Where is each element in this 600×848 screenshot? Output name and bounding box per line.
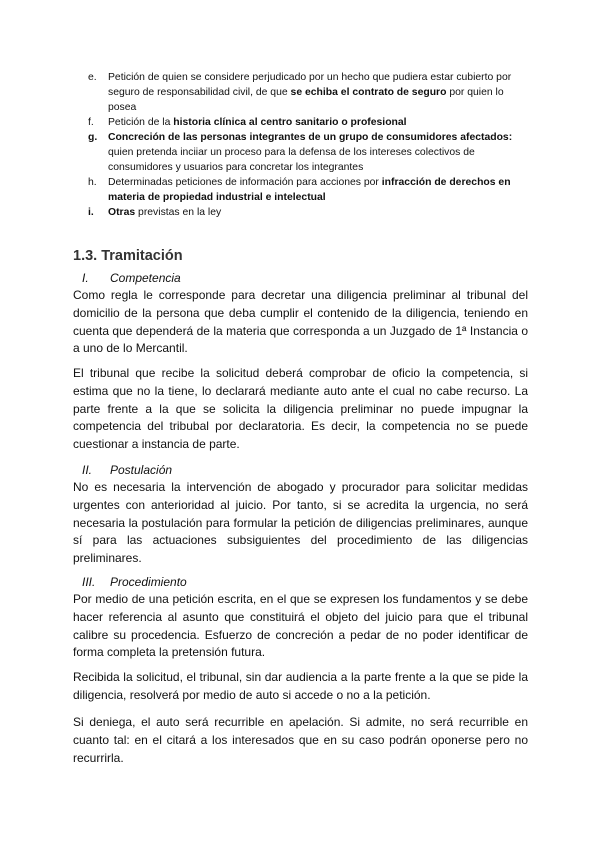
list-item-text: por quien lo posea [108,87,504,113]
list-marker: e. [88,72,97,83]
list-item-text: Determinadas peticiones de información para acciones por [108,177,382,188]
subsection-postulacion-title [82,462,172,478]
list-marker: i. [88,207,94,218]
list-item-text: quien pretenda inciiar un proceso para la defensa de los intereses colectivos de consumidores y usuarios para concretar los integrantes [108,147,475,173]
subsection-competencia-title [82,270,181,286]
list-item-bold-text: se echiba el contrato de seguro [290,87,447,98]
list-item-bold-text: Otras [108,207,136,218]
postulacion-paragraph-1: No es necesaria la intervención de abogado y procurador para solicitar medidas urgentes con anterioridad al juicio. Por tanto, si se acredita la urgencia, no será necesaria la postulación para formular la petición de diligencias preliminares, aunque sí para las actuaciones subsiguientes del procedimiento de las diligencias preliminares. [73,480,528,566]
list-item-text: Petición de quien se considere perjudicado por un hecho que pudiera estar cubierto por seguro de responsabilidad civil, de que [108,72,512,98]
subsection-title: Postulación [110,463,173,477]
list-item [88,70,528,115]
subsection-title: Competencia [110,271,181,285]
competencia-paragraph-2: El tribunal que recibe la solicitud deberá comprobar de oficio la competencia, si estima que no la tiene, lo declarará mediante auto ante el cual no cabe recurso. La parte frente a la que se solicita la diligencia preliminar no puede impugnar la competencia del tribubal por declaratoria. Es decir, la competencia no se puede cuestionar a instancia de parte. [73,366,528,452]
competencia-paragraph-1: Como regla le corresponde para decretar una diligencia preliminar al tribunal del domicilio de la persona que deba cumplir el contenido de la diligencia, teniendo en cuenta que dependerá de la materia que corresponda a un Juzgado de 1ª Instancia o a uno de lo Mercantil. [73,288,528,356]
procedimiento-paragraph-1: Por medio de una petición escrita, en el que se expresen los fundamentos y se debe hacer referencia al asunto que constituirá el objeto del juicio para que el tribunal calibre su procedencia. Esfuerzo de concreción a pedar de no poder identificar de forma completa la pretensión futura. [73,592,528,660]
list-item [88,115,528,130]
subsection-number: II. [82,463,93,477]
list-item-bold-text: infracción de derechos en materia de propiedad industrial e intelectual [108,177,511,203]
preliminary-measures-list [88,70,528,220]
list-item-text: Petición de la [108,117,174,128]
subsection-number: I. [82,271,89,285]
list-item [88,175,528,205]
list-item-text: previstas en la ley [135,207,222,218]
list-item [88,130,528,175]
list-marker: h. [88,177,97,188]
subsection-procedimiento-title [82,574,187,590]
subsection-title: Procedimiento [110,575,187,589]
subsection-number: III. [82,575,96,589]
procedimiento-paragraph-2: Recibida la solicitud, el tribunal, sin dar audiencia a la parte frente a la que se pide la diligencia, resolverá por medio de auto si accede o no a la petición. [73,670,528,702]
list-marker: g. [88,132,98,143]
list-marker: f. [88,117,94,128]
section-heading: 1.3. Tramitación [73,248,183,264]
list-item [88,205,528,220]
list-item-bold-text: historia clínica al centro sanitario o profesional [173,117,407,128]
list-item-bold-text: Concreción de las personas integrantes de un grupo de consumidores afectados: [108,132,513,143]
procedimiento-paragraph-3: Si deniega, el auto será recurrible en apelación. Si admite, no será recurrible en cuanto tal: en el citará a los interesados que en su caso podrán oponerse pero no recurrirla. [73,715,528,765]
